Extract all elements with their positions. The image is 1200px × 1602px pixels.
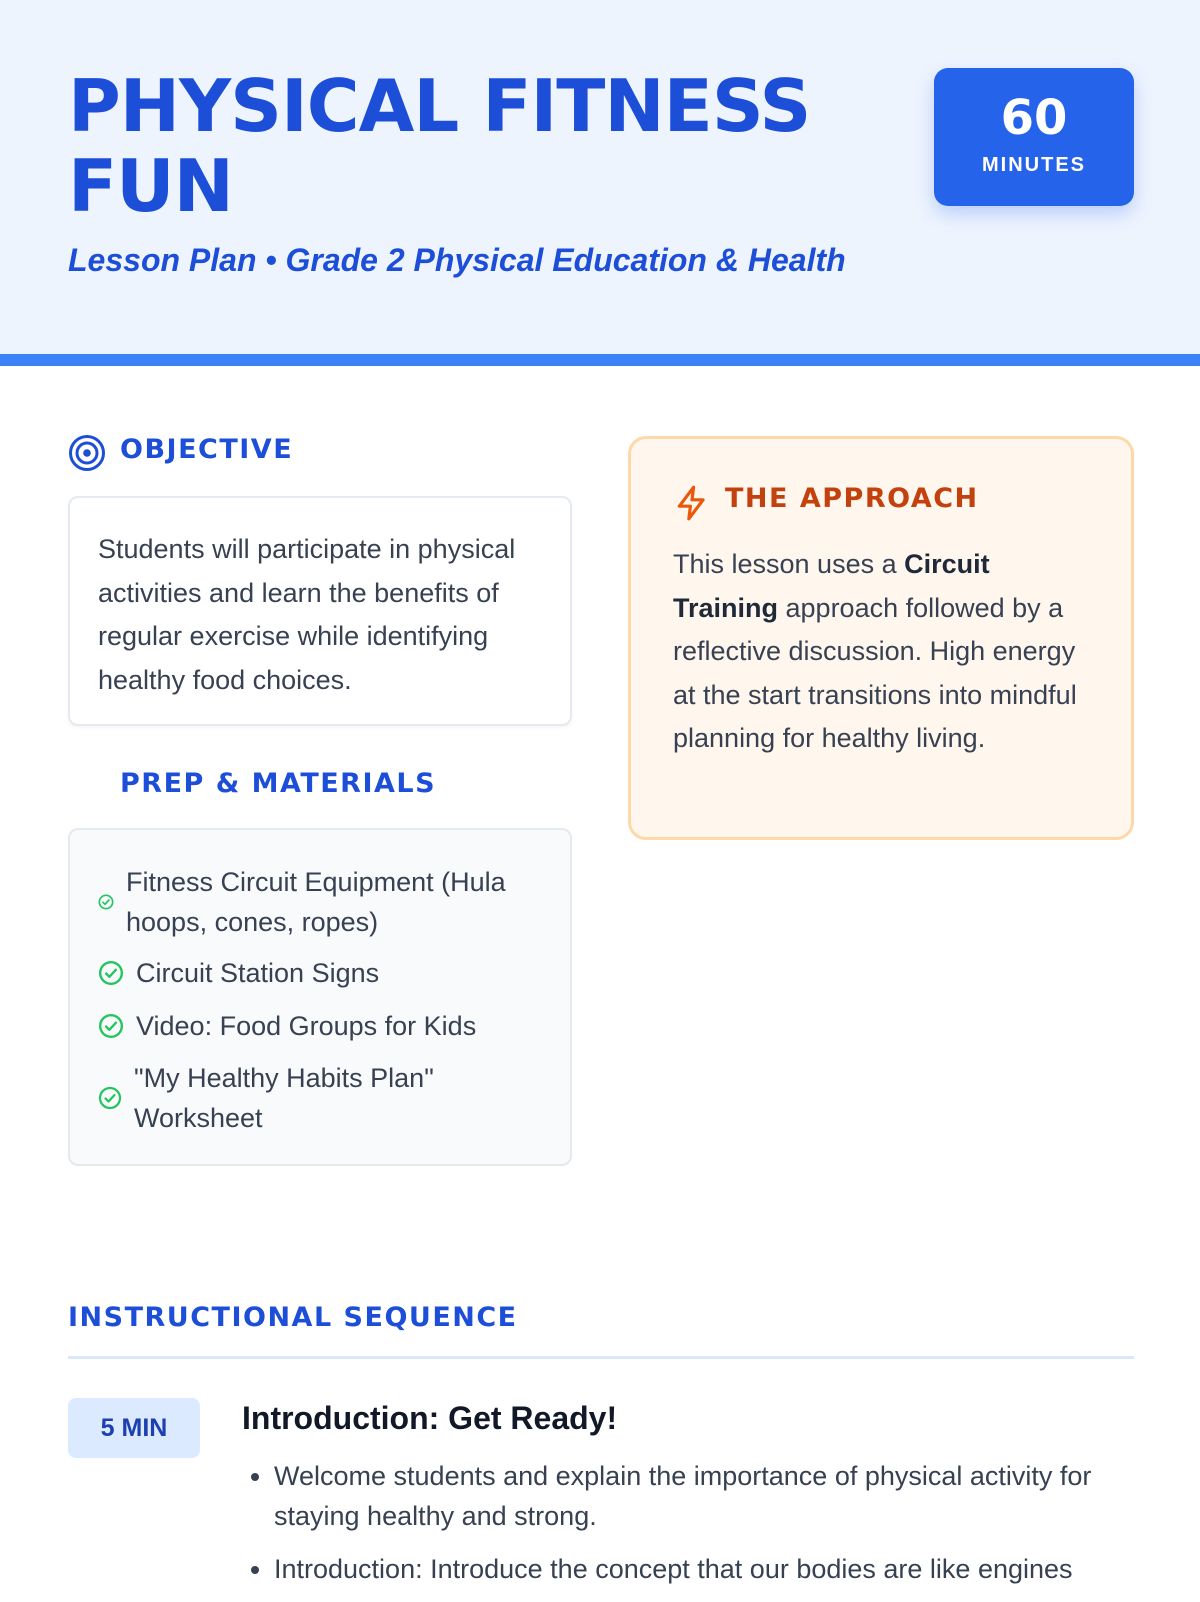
approach-heading: THE APPROACH bbox=[725, 483, 979, 514]
page-subtitle: Lesson Plan • Grade 2 Physical Education & Health bbox=[68, 242, 846, 278]
approach-text bbox=[673, 543, 1093, 761]
step-time-badge: 5 MIN bbox=[68, 1398, 200, 1458]
list-item bbox=[98, 1006, 538, 1046]
list-item bbox=[98, 1058, 458, 1138]
materials-list bbox=[68, 828, 572, 1166]
material-label: Circuit Station Signs bbox=[136, 958, 380, 988]
check-circle-icon bbox=[98, 894, 114, 910]
check-circle-icon bbox=[98, 1013, 124, 1039]
step-title: Introduction: Get Ready! bbox=[242, 1400, 618, 1436]
duration-value: 60 bbox=[1000, 90, 1068, 146]
approach-method: Circuit Training bbox=[673, 549, 990, 623]
objective-heading: OBJECTIVE bbox=[120, 434, 294, 465]
material-label: Fitness Circuit Equipment (Hula hoops, cones, ropes) bbox=[126, 867, 506, 937]
sequence-heading: INSTRUCTIONAL SEQUENCE bbox=[68, 1302, 518, 1333]
list-item bbox=[98, 862, 538, 942]
target-icon bbox=[68, 434, 106, 472]
list-item bbox=[98, 953, 538, 993]
objective-text: Students will participate in physical activities and learn the benefits of regular exercise while identifying healthy food choices. bbox=[98, 534, 516, 695]
duration-unit: MINUTES bbox=[982, 154, 1086, 176]
material-label: "My Healthy Habits Plan" Worksheet bbox=[134, 1063, 434, 1133]
approach-text-end: approach followed by a reflective discussion. High energy at the start transitions into mindful planning for healthy living. bbox=[673, 592, 1077, 753]
step-bullet: • Welcome students and explain the importance of physical activity for staying healthy and strong. bbox=[274, 1456, 1166, 1536]
approach-card bbox=[628, 436, 1134, 840]
sequence-divider bbox=[68, 1356, 1134, 1359]
check-circle-icon bbox=[98, 960, 124, 986]
material-label: Video: Food Groups for Kids bbox=[136, 1011, 477, 1041]
approach-text-start: This lesson uses a bbox=[673, 549, 905, 579]
step-bullets bbox=[242, 1456, 1166, 1602]
page-title: PHYSICAL FITNESS FUN bbox=[68, 64, 811, 228]
objective-card bbox=[68, 496, 572, 726]
lesson-header bbox=[0, 0, 1200, 354]
prep-heading: PREP & MATERIALS bbox=[120, 768, 437, 799]
check-circle-icon bbox=[98, 1086, 122, 1110]
duration-badge bbox=[934, 68, 1134, 206]
lightning-icon bbox=[673, 483, 711, 523]
header-divider bbox=[0, 354, 1200, 366]
step-bullet: • Introduction: Introduce the concept that our bodies are like engines bbox=[274, 1549, 1166, 1589]
